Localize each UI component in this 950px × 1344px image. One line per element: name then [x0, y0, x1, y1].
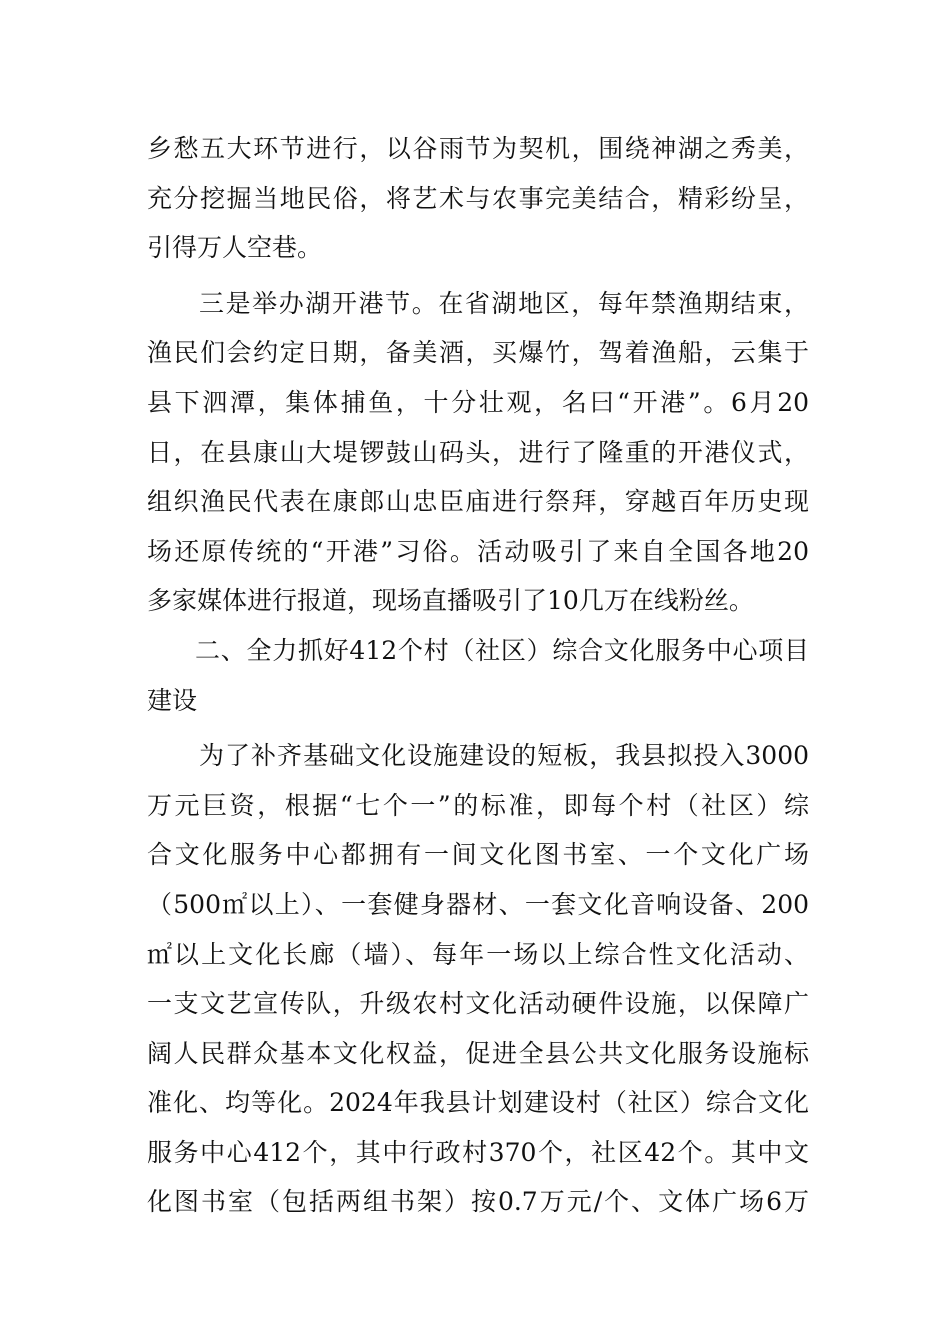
text-line: 渔民们会约定日期，备美酒，买爆竹，驾着渔船，云集于	[147, 338, 809, 368]
heading-line: 二、全力抓好412个村（社区）综合文化服务中心项目	[195, 635, 809, 665]
text-line: 服务中心412个，其中行政村370个，社区42个。其中文	[147, 1137, 809, 1167]
text-line: 一支文艺宣传队，升级农村文化活动硬件设施，以保障广	[147, 989, 809, 1019]
paragraph-continuation	[147, 124, 809, 273]
text-line: 乡愁五大环节进行，以谷雨节为契机，围绕神湖之秀美，	[147, 134, 809, 163]
text-line: 三是举办湖开港节。在省湖地区，每年禁渔期结束，	[199, 288, 809, 318]
text-line: 化图书室（包括两组书架）按0.7万元/个、文体广场6万	[147, 1187, 809, 1217]
text-line: 合文化服务中心都拥有一间文化图书室、一个文化广场	[147, 840, 809, 870]
text-line: 组织渔民代表在康郎山忠臣庙进行祭拜，穿越百年历史现	[147, 487, 809, 517]
heading-line: 建设	[147, 685, 198, 715]
text-line: （500㎡以上）、一套健身器材、一套文化音响设备、200	[147, 889, 809, 919]
text-line: 准化、均等化。2024年我县计划建设村（社区）综合文化	[147, 1088, 809, 1118]
text-line: 万元巨资，根据“七个一”的标准，即每个村（社区）综	[147, 790, 809, 820]
text-line: 充分挖掘当地民俗，将艺术与农事完美结合，精彩纷呈，	[147, 183, 809, 213]
text-line: 县下泗潭，集体捕鱼，十分壮观，名曰“开港”。6月20	[147, 387, 809, 417]
section-heading	[147, 626, 809, 725]
text-line: 为了补齐基础文化设施建设的短板，我县拟投入3000	[199, 741, 809, 771]
text-line: 引得万人空巷。	[147, 233, 323, 263]
text-line: 场还原传统的“开港”习俗。活动吸引了来自全国各地20	[147, 536, 809, 566]
text-line: 阔人民群众基本文化权益，促进全县公共文化服务设施标	[147, 1038, 809, 1068]
document-body	[147, 124, 809, 1227]
paragraph-kaigang-festival	[147, 279, 809, 626]
paragraph-cultural-centers	[147, 731, 809, 1227]
text-line: 多家媒体进行报道，现场直播吸引了10几万在线粉丝。	[147, 586, 754, 616]
text-line: 日，在县康山大堤锣鼓山码头，进行了隆重的开港仪式，	[147, 437, 809, 467]
text-line: ㎡以上文化长廊（墙）、每年一场以上综合性文化活动、	[147, 939, 809, 969]
